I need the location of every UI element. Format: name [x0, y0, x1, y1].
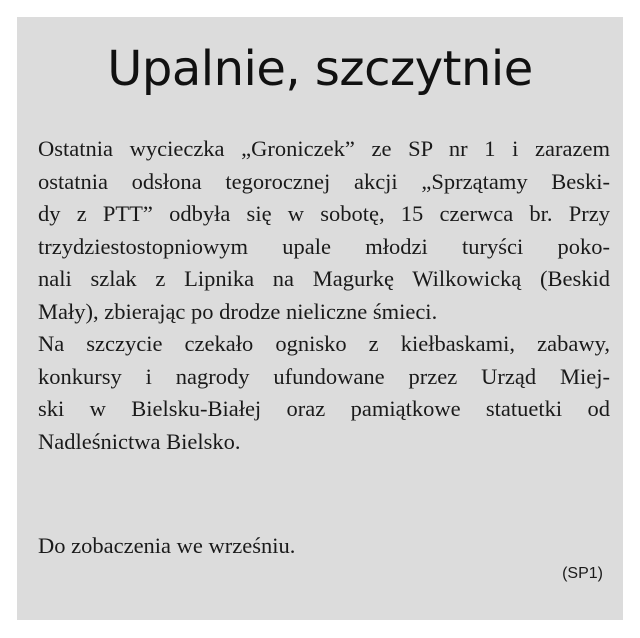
closing-line: Do zobaczenia we wrześniu. — [38, 533, 296, 558]
article-body — [38, 133, 610, 458]
paragraph-2 — [38, 328, 610, 458]
body-line: nali szlak z Lipnika na Magurkę Wilkowicką (Beskid — [38, 266, 610, 291]
body-line: ostatnia odsłona tegorocznej akcji „Sprzątamy Beski- — [38, 168, 610, 194]
body-line: konkursy i nagrody ufundowane przez Urząd Miej- — [38, 363, 610, 389]
article-title: Upalnie, szczytnie — [107, 41, 533, 97]
body-line: Nadleśnictwa Bielsko. — [38, 428, 241, 454]
body-line: Na szczycie czekało ognisko z kiełbaskami, zabawy, — [38, 331, 610, 356]
article-box — [17, 17, 623, 620]
body-line: ski w Bielsku-Białej oraz pamiątkowe statuetki od — [38, 396, 610, 421]
body-line: dy z PTT” odbyła się w sobotę, 15 czerwca br. Przy — [38, 201, 610, 226]
body-line: Ostatnia wycieczka „Groniczek” ze SP nr 1 i zarazem — [38, 136, 610, 161]
body-line: trzydziestostopniowym upale młodzi turyści poko- — [38, 233, 610, 259]
author-signature: (SP1) — [562, 565, 603, 582]
body-line: Mały), zbierając po drodze nieliczne śmieci. — [38, 298, 438, 324]
paragraph-1 — [38, 133, 610, 328]
